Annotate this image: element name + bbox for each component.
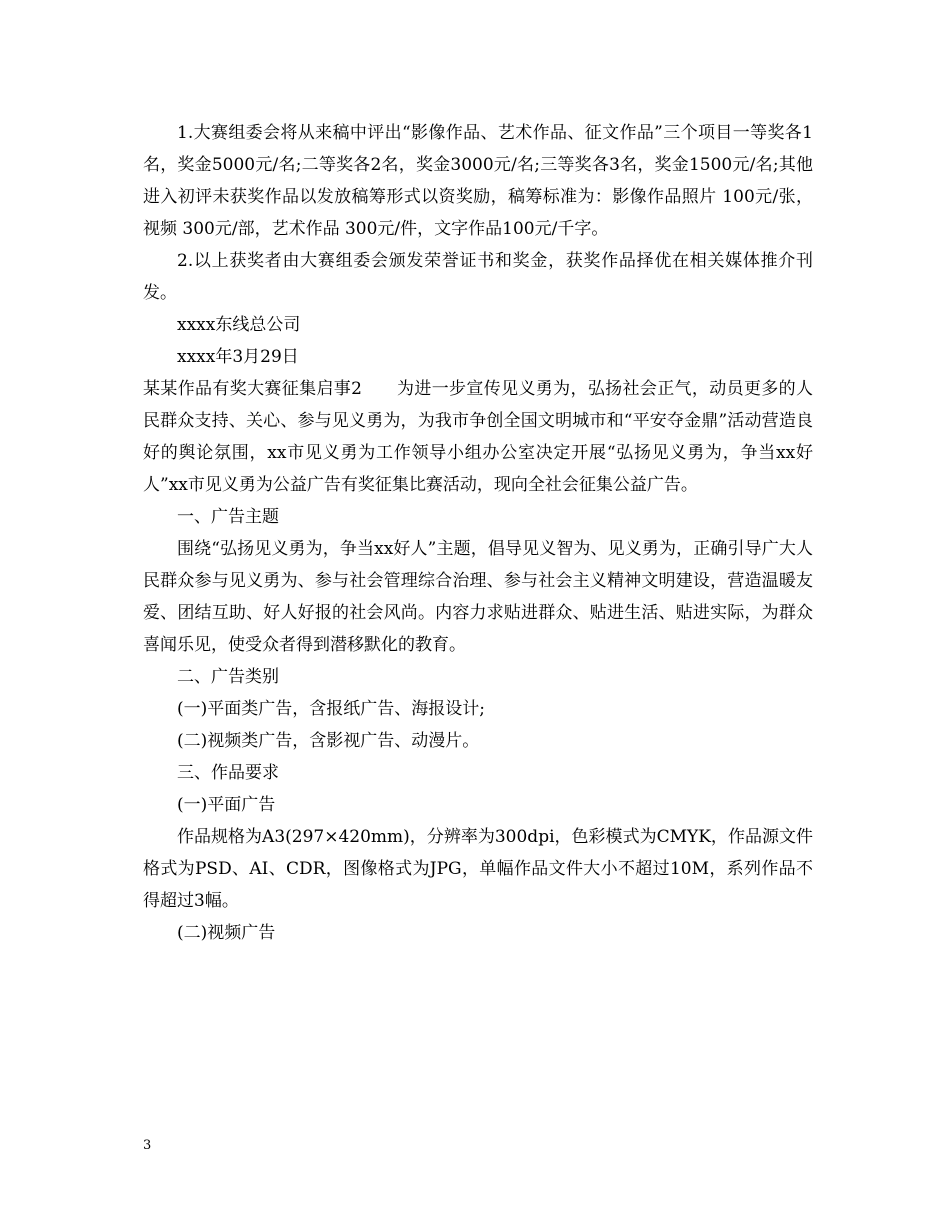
document-body	[143, 117, 813, 949]
organizer-name: xxxx东线总公司	[177, 315, 301, 335]
category-video-item: (二)视频类广告，含影视广告、动漫片。	[177, 731, 480, 751]
issue-date: xxxx年3月29日	[177, 347, 299, 367]
second-notice-intro-paragraph: 某某作品有奖大赛征集启事2 为进一步宣传见义勇为，弘扬社会正气，动员更多的人民群众支持、关心、参与见义勇为，为我市争创全国文明城市和“平安夺金鼎”活动营造良好的舆论氛围，xx市见义勇为工作领导小组办公室决定开展“弘扬见义勇为，争当xx好人”xx市见义勇为公益广告有奖征集比赛活动，现向全社会征集公益广告。	[143, 379, 813, 495]
subheading-print-ad: (一)平面广告	[177, 795, 276, 815]
award-certificate-paragraph: 2.以上获奖者由大赛组委会颁发荣誉证书和奖金，获奖作品择优在相关媒体推介刊发。	[143, 251, 813, 303]
theme-paragraph: 围绕“弘扬见义勇为，争当xx好人”主题，倡导见义智为、见义勇为，正确引导广大人民群众参与见义勇为、参与社会管理综合治理、参与社会主义精神文明建设，营造温暖友爱、团结互助、好人好报的社会风尚。内容力求贴进群众、贴进生活、贴进实际，为群众喜闻乐见，使受众者得到潜移默化的教育。	[143, 539, 813, 655]
print-ad-spec-paragraph: 作品规格为A3(297×420mm)，分辨率为300dpi，色彩模式为CMYK，作品源文件格式为PSD、AI、CDR，图像格式为JPG，单幅作品文件大小不超过10M，系列作品不得超过3幅。	[143, 827, 813, 911]
section-heading-category: 二、广告类别	[177, 667, 279, 687]
page-number: 3	[143, 1138, 152, 1153]
award-rules-paragraph: 1.大赛组委会将从来稿中评出“影像作品、艺术作品、征文作品”三个项目一等奖各1名，奖金5000元/名;二等奖各2名，奖金3000元/名;三等奖各3名，奖金1500元/名;其他进入初评未获奖作品以发放稿筹形式以资奖励，稿筹标准为：影像作品照片 100元/张，视频 300元/部，艺术作品 300元/件，文字作品100元/千字。	[143, 123, 813, 239]
section-heading-requirements: 三、作品要求	[177, 763, 279, 783]
category-print-item: (一)平面类广告，含报纸广告、海报设计;	[177, 699, 485, 719]
subheading-video-ad: (二)视频广告	[177, 923, 276, 943]
section-heading-theme: 一、广告主题	[177, 507, 279, 527]
